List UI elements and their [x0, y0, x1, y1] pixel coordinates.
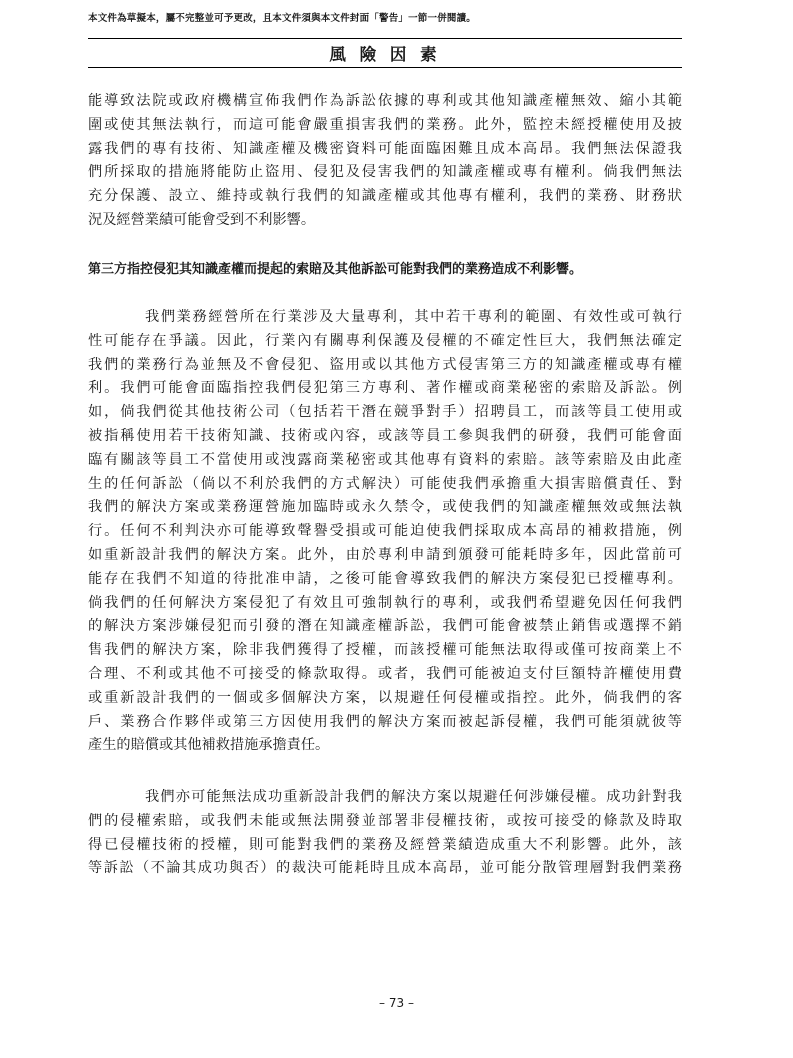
- text-line: 產生的賠償或其他補救措施承擔責任。: [88, 737, 330, 754]
- text-line: 或重新設計我們的一個或多個解決方案，以規避任何侵權或指控。此外，倘我們的客: [88, 689, 682, 706]
- text-line: 充分保護、設立、維持或執行我們的知識產權或其他專有權利，我們的業務、財務狀: [88, 188, 682, 205]
- text-line: 圍或使其無法執行，而這可能會嚴重損害我們的業務。此外，監控未經授權使用及披: [88, 116, 682, 133]
- text-line: 等訴訟（不論其成功與否）的裁決可能耗時且成本高昂，並可能分散管理層對我們業務: [88, 860, 682, 877]
- text-line: 利。我們可能會面臨指控我們侵犯第三方專利、著作權或商業秘密的索賠及訴訟。例: [88, 380, 682, 397]
- text-line: 我們的解決方案或業務運營施加臨時或永久禁令，或使我們的知識產權無效或無法執: [88, 499, 682, 516]
- text-line: 如重新設計我們的解決方案。此外，由於專利申請到頒發可能耗時多年，因此當前可: [88, 546, 682, 563]
- text-line: 們所採取的措施將能防止盜用、侵犯及侵害我們的知識產權或專有權利。倘我們無法: [88, 164, 682, 181]
- text-line: 生的任何訴訟（倘以不利於我們的方式解決）可能使我們承擔重大損害賠償責任、對: [88, 475, 682, 492]
- text-line: 況及經營業績可能會受到不利影響。: [88, 211, 316, 228]
- paragraph-continuation: [88, 90, 682, 233]
- text-line: 被指稱使用若干技術知識、技術或內容，或該等員工參與我們的研發，我們可能會面: [88, 427, 682, 444]
- text-line: 能導致法院或政府機構宣佈我們作為訴訟依據的專利或其他知識產權無效、縮小其範: [88, 93, 682, 109]
- page-number: – 73 –: [379, 996, 414, 1010]
- text-line: 戶、業務合作夥伴或第三方因使用我們的解決方案而被起訴侵權，我們可能須就彼等: [88, 713, 682, 730]
- section-title: 風 險 因 素: [329, 45, 441, 64]
- text-line: 們的侵權索賠，或我們未能或無法開發並部署非侵權技術，或按可接受的條款及時取: [88, 812, 682, 829]
- text-line: 我們業務經營所在行業涉及大量專利，其中若干專利的範圍、有效性或可執行: [145, 309, 682, 325]
- text-line: 倘我們的任何解決方案侵犯了有效且可強制執行的專利，或我們希望避免因任何我們: [88, 594, 682, 611]
- text-line: 行。任何不利判決亦可能導致聲譽受損或可能迫使我們採取成本高昂的補救措施，例: [88, 523, 682, 540]
- header-bottom-rule: [88, 67, 682, 68]
- text-line: 性可能存在爭議。因此，行業內有關專利保護及侵權的不確定性巨大，我們無法確定: [88, 332, 682, 349]
- text-line: 能存在我們不知道的待批准申請，之後可能會導致我們的解決方案侵犯已授權專利。: [88, 570, 682, 587]
- draft-disclaimer: 本文件為草擬本，屬不完整並可予更改，且本文件須與本文件封面「警告」一節一併閱讀。: [88, 13, 477, 24]
- text-line: 我們亦可能無法成功重新設計我們的解決方案以規避任何涉嫌侵權。成功針對我: [145, 789, 682, 805]
- paragraph-redesign: [88, 786, 682, 881]
- text-line: 我們的業務行為並無及不會侵犯、盜用或以其他方式侵害第三方的知識產權或專有權: [88, 356, 682, 373]
- text-line: 露我們的專有技術、知識產權及機密資料可能面臨困難且成本高昂。我們無法保證我: [88, 140, 682, 157]
- text-line: 售我們的解決方案，除非我們獲得了授權，而該授權可能無法取得或僅可按商業上不: [88, 642, 682, 659]
- paragraph-infringement-claims: [88, 306, 682, 758]
- text-line: 得已侵權技術的授權，則可能對我們的業務及經營業績造成重大不利影響。此外，該: [88, 836, 682, 853]
- text-line: 的解決方案涉嫌侵犯而引發的潛在知識產權訴訟，我們可能會被禁止銷售或選擇不銷: [88, 618, 682, 635]
- risk-heading: 第三方指控侵犯其知識產權而提起的索賠及其他訴訟可能對我們的業務造成不利影響。: [88, 262, 583, 277]
- text-line: 如，倘我們從其他技術公司（包括若干潛在競爭對手）招聘員工，而該等員工使用或: [88, 404, 682, 421]
- header-top-rule: [88, 38, 682, 39]
- text-line: 臨有關該等員工不當使用或洩露商業秘密或其他專有資料的索賠。該等索賠及由此產: [88, 451, 682, 468]
- text-line: 合理、不利或其他不可接受的條款取得。或者，我們可能被迫支付巨額特許權使用費: [88, 665, 682, 682]
